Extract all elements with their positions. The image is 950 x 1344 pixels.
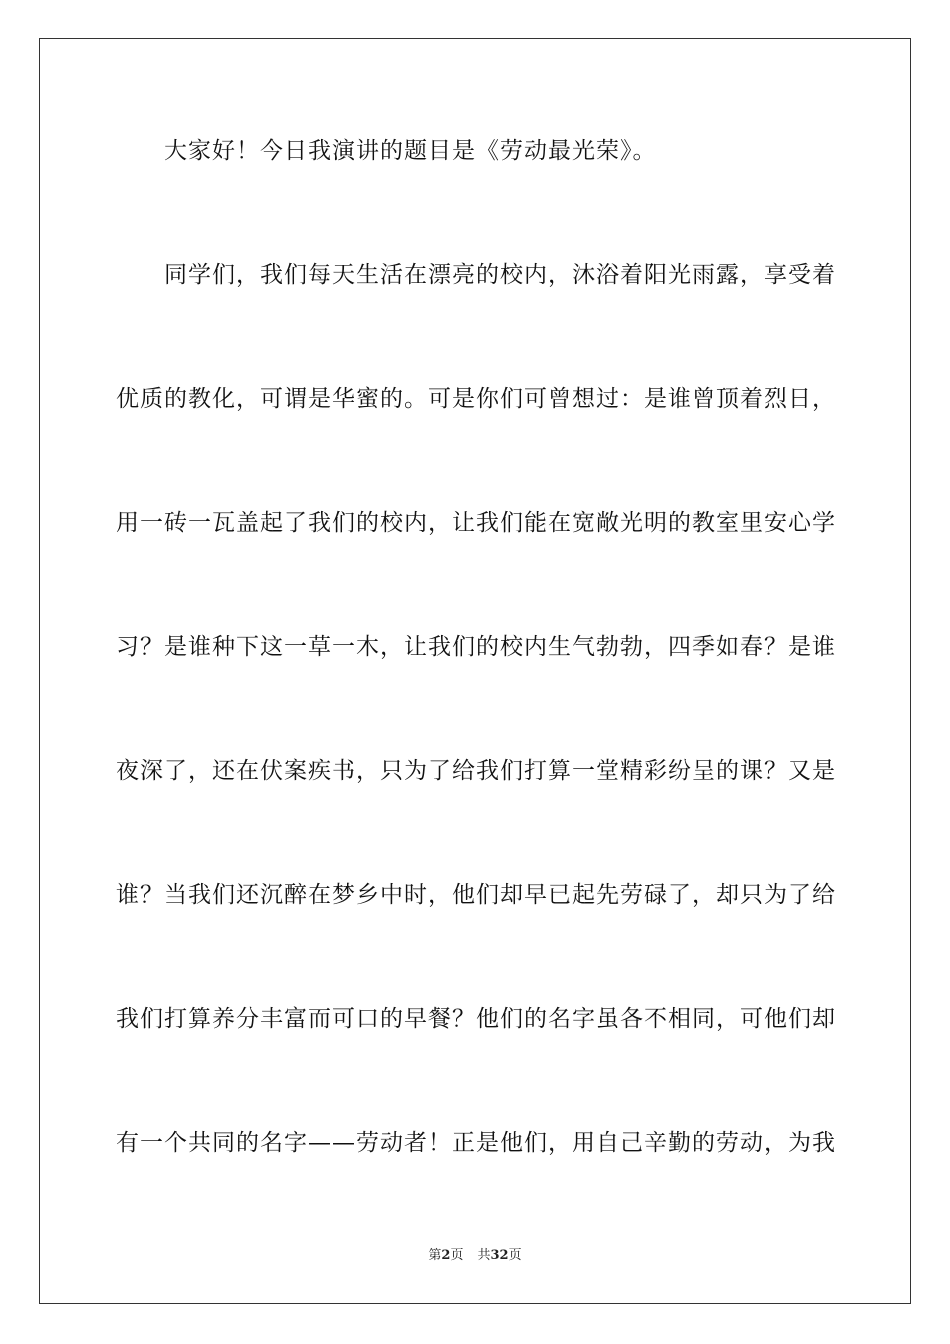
body-line-2: 优质的教化，可谓是华蜜的。可是你们可曾想过：是谁曾顶着烈日， [116, 386, 836, 412]
footer-page-number: 2 [441, 1248, 451, 1263]
footer-total-prefix: 共 [477, 1248, 491, 1263]
body-line-3: 用一砖一瓦盖起了我们的校内，让我们能在宽敞光明的教室里安心学 [116, 510, 836, 536]
body-line-1: 同学们，我们每天生活在漂亮的校内，沐浴着阳光雨露，享受着 [164, 262, 836, 288]
footer-page-suffix: 页 [450, 1248, 464, 1263]
body-line-4: 习？是谁种下这一草一木，让我们的校内生气勃勃，四季如春？是谁 [116, 634, 836, 660]
footer-total-suffix: 页 [508, 1248, 522, 1263]
body-line-6: 谁？当我们还沉醉在梦乡中时，他们却早已起先劳碌了，却只为了给 [116, 882, 836, 908]
body-line-7: 我们打算养分丰富而可口的早餐？他们的名字虽各不相同，可他们却 [116, 1006, 836, 1032]
page-footer [0, 1247, 950, 1265]
body-line-5: 夜深了，还在伏案疾书，只为了给我们打算一堂精彩纷呈的课？又是 [116, 758, 836, 784]
opening-line: 大家好！今日我演讲的题目是《劳动最光荣》。 [164, 138, 657, 164]
body-line-8: 有一个共同的名字——劳动者！正是他们，用自己辛勤的劳动，为我 [116, 1130, 836, 1156]
footer-prefix: 第 [428, 1248, 442, 1263]
page-frame [39, 38, 911, 1304]
footer-total-pages: 32 [490, 1248, 509, 1263]
